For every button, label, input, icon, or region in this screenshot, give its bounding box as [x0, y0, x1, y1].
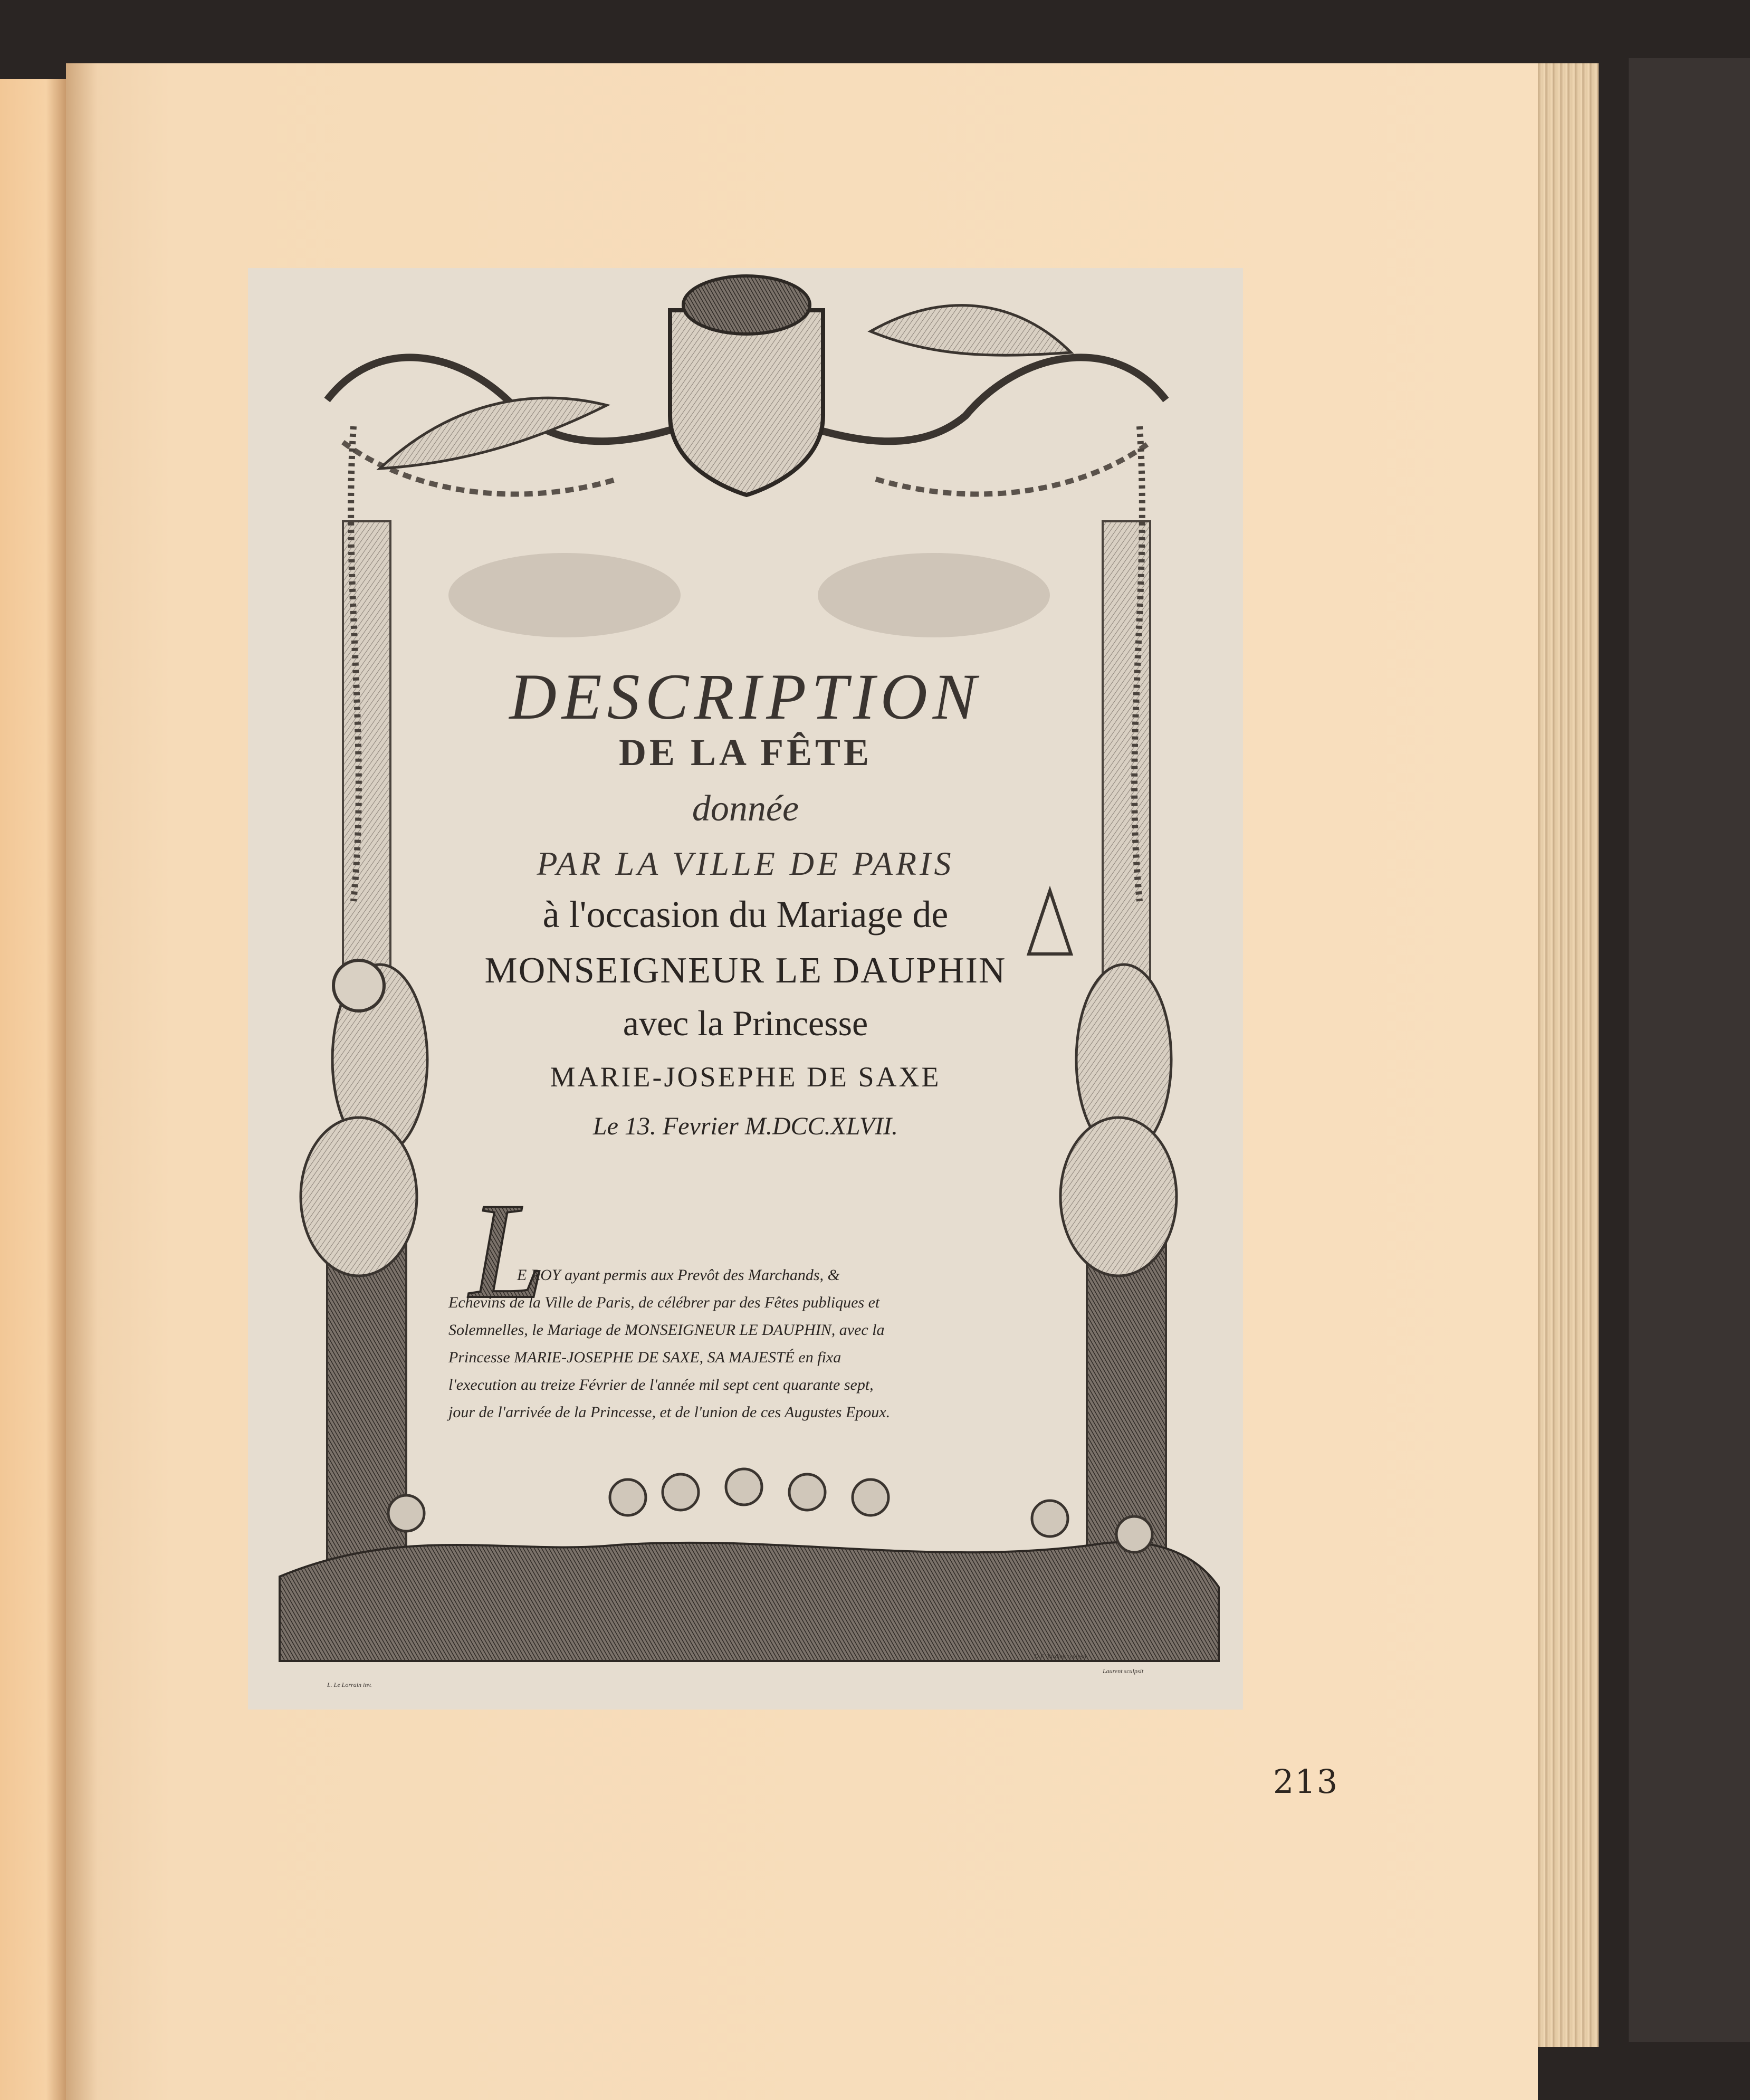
credit-center: D.F. Tardieu sculpsit: [1034, 1653, 1087, 1660]
plate-date: Le 13. Fevrier M.DCC.XLVII.: [592, 1112, 898, 1140]
plate-marie: MARIE-JOSEPHE DE SAXE: [550, 1061, 941, 1093]
body-line: jour de l'arrivée de la Princesse, et de l'union de ces Augustes Epoux.: [448, 1404, 891, 1421]
body-line: E ROY ayant permis aux Prevôt des Marchands, &: [517, 1266, 840, 1284]
left-page: [0, 79, 66, 2100]
page-number: 213: [1273, 1762, 1339, 1801]
plate-title: DESCRIPTION: [509, 661, 982, 733]
plate-occasion: à l'occasion du Mariage de: [542, 893, 949, 936]
body-line: l'execution au treize Février de l'année mil sept cent quarante sept,: [448, 1376, 874, 1393]
credit-left: L. Le Lorrain inv.: [327, 1681, 372, 1688]
body-line: Echevins de la Ville de Paris, de célébrer par des Fêtes publiques et: [448, 1294, 880, 1311]
plate-par-paris: PAR LA VILLE DE PARIS: [537, 845, 954, 882]
book-cover-edge: [1629, 58, 1750, 2042]
plate-avec: avec la Princesse: [623, 1003, 868, 1043]
plate-donnee: donnée: [692, 788, 799, 829]
body-line: Solemnelles, le Mariage de MONSEIGNEUR LE DAUPHIN, avec la: [448, 1321, 885, 1339]
credit-right: Laurent sculpsit: [1103, 1667, 1144, 1675]
plate-monseigneur: MONSEIGNEUR LE DAUPHIN: [484, 950, 1007, 991]
plate-subtitle: DE LA FÊTE: [618, 731, 873, 774]
body-line: Princesse MARIE-JOSEPHE DE SAXE, SA MAJESTÉ en fixa: [448, 1349, 841, 1366]
drop-cap-l: L: [470, 1175, 546, 1327]
